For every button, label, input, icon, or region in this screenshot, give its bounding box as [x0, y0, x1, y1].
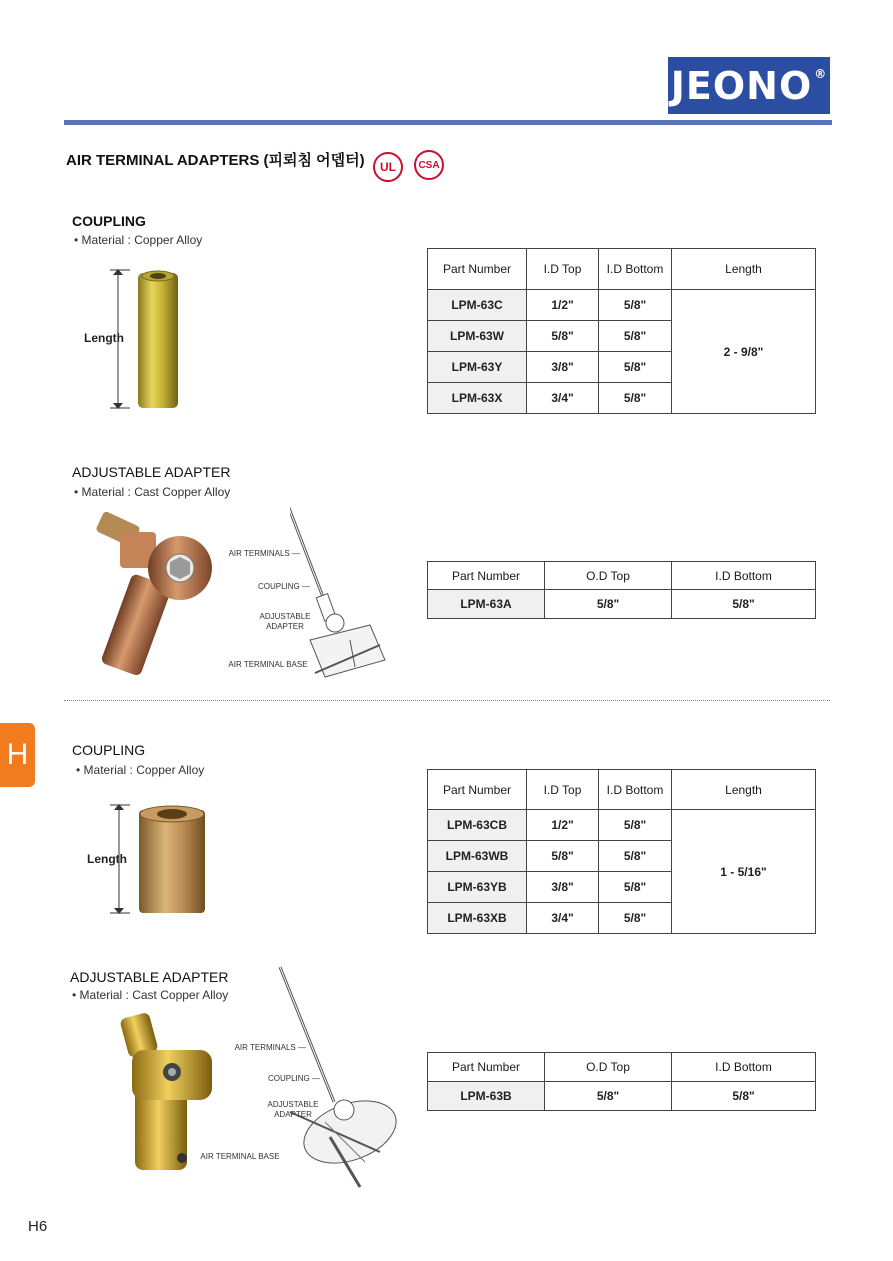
callout-adjustable-adapter-1	[218, 612, 322, 632]
part-number-cell: LPM-63C	[428, 290, 527, 321]
table-row	[428, 1082, 816, 1111]
section-title-coupling-2: COUPLING	[72, 742, 146, 758]
col-header: I.D Top	[527, 249, 599, 290]
id-top-cell: 1/2"	[527, 810, 599, 841]
callout-text: AIR TERMINALS	[234, 1043, 296, 1052]
part-number-cell: LPM-63X	[428, 383, 527, 414]
callout-air-terminal-base-1	[212, 660, 308, 670]
id-bottom-cell: 5/8"	[599, 321, 672, 352]
id-bottom-cell: 5/8"	[599, 841, 672, 872]
id-top-cell: 3/4"	[527, 903, 599, 934]
callout-coupling-1: COUPLING —	[257, 582, 310, 591]
id-bottom-cell: 5/8"	[599, 352, 672, 383]
callout-text: AIR TERMINALS	[228, 549, 290, 558]
part-number-cell: LPM-63A	[428, 590, 545, 619]
id-top-cell: 3/4"	[527, 383, 599, 414]
callout-adjustable-adapter-2	[230, 1100, 328, 1120]
length-cell: 2 - 9/8"	[672, 290, 816, 414]
callout-text: ADJUSTABLE ADAPTER	[259, 612, 311, 631]
page-title: AIR TERMINAL ADAPTERS (피뢰침 어뎁터)	[66, 152, 365, 169]
callout-air-terminal-base-2	[180, 1152, 280, 1162]
length-cell: 1 - 5/16"	[672, 810, 816, 934]
registered-mark: ®	[814, 67, 828, 81]
material-coupling-1: • Material : Copper Alloy	[74, 233, 203, 247]
callout-coupling-2: COUPLING —	[267, 1074, 320, 1083]
part-number-cell: LPM-63WB	[428, 841, 527, 872]
csa-cert-label: CSA	[418, 159, 440, 171]
callout-text: ADJUSTABLE ADAPTER	[267, 1100, 319, 1119]
callout-text: AIR TERMINAL BASE	[228, 660, 308, 669]
id-bottom-cell: 5/8"	[599, 810, 672, 841]
brand-logo-text: JEONO	[670, 63, 813, 108]
ul-cert-label: UL	[380, 160, 396, 174]
col-header: Part Number	[428, 1053, 545, 1082]
id-bottom-cell: 5/8"	[599, 290, 672, 321]
col-header: Part Number	[428, 562, 545, 590]
spec-table-adapter-1	[427, 561, 816, 619]
col-header: O.D Top	[545, 562, 672, 590]
id-bottom-cell: 5/8"	[599, 872, 672, 903]
callout-air-terminals-1: AIR TERMINALS —	[228, 549, 300, 558]
id-top-cell: 5/8"	[527, 321, 599, 352]
csa-cert-icon	[414, 150, 444, 180]
col-header: Part Number	[428, 770, 527, 810]
col-header: I.D Bottom	[599, 770, 672, 810]
spec-table-coupling-1	[427, 248, 816, 414]
id-top-cell: 3/8"	[527, 872, 599, 903]
brand-logo	[668, 57, 830, 114]
table-row	[428, 810, 816, 841]
table-row	[428, 590, 816, 619]
section-title-adapter-2: ADJUSTABLE ADAPTER	[70, 969, 229, 985]
dimension-label-length-1: Length	[84, 331, 124, 345]
spec-table-coupling-2	[427, 769, 816, 934]
part-number-cell: LPM-63W	[428, 321, 527, 352]
part-number-cell: LPM-63CB	[428, 810, 527, 841]
id-bottom-cell: 5/8"	[599, 383, 672, 414]
col-header: Length	[672, 249, 816, 290]
id-top-cell: 5/8"	[527, 841, 599, 872]
part-number-cell: LPM-63B	[428, 1082, 545, 1111]
callout-text: COUPLING	[267, 1074, 310, 1083]
callout-text: COUPLING	[257, 582, 300, 591]
dimension-label-length-2: Length	[87, 852, 127, 866]
id-top-cell: 1/2"	[527, 290, 599, 321]
ul-cert-icon	[373, 152, 403, 182]
part-number-cell: LPM-63YB	[428, 872, 527, 903]
od-top-cell: 5/8"	[545, 1082, 672, 1111]
part-number-cell: LPM-63Y	[428, 352, 527, 383]
spec-table-adapter-2	[427, 1052, 816, 1111]
adapter-1-illustration	[90, 510, 220, 680]
table-row	[428, 290, 816, 321]
section-title-coupling-1: COUPLING	[72, 213, 146, 229]
section-title-adapter-1: ADJUSTABLE ADAPTER	[72, 464, 231, 480]
col-header: Length	[672, 770, 816, 810]
adapter-2-illustration	[110, 1010, 220, 1175]
part-number-cell: LPM-63XB	[428, 903, 527, 934]
page-number: H6	[28, 1218, 48, 1235]
chapter-tab: H	[0, 723, 35, 787]
col-header: O.D Top	[545, 1053, 672, 1082]
section-divider	[64, 700, 830, 701]
col-header: I.D Bottom	[599, 249, 672, 290]
id-bottom-cell: 5/8"	[672, 1082, 816, 1111]
id-top-cell: 3/8"	[527, 352, 599, 383]
id-bottom-cell: 5/8"	[672, 590, 816, 619]
id-bottom-cell: 5/8"	[599, 903, 672, 934]
od-top-cell: 5/8"	[545, 590, 672, 619]
col-header: I.D Bottom	[672, 562, 816, 590]
header-rule	[64, 120, 832, 125]
col-header: I.D Top	[527, 770, 599, 810]
material-adapter-1: • Material : Cast Copper Alloy	[74, 485, 231, 499]
col-header: Part Number	[428, 249, 527, 290]
material-adapter-2: • Material : Cast Copper Alloy	[72, 988, 229, 1002]
callout-text: AIR TERMINAL BASE	[200, 1152, 280, 1161]
col-header: I.D Bottom	[672, 1053, 816, 1082]
material-coupling-2: • Material : Copper Alloy	[76, 763, 205, 777]
callout-air-terminals-2: AIR TERMINALS —	[234, 1043, 306, 1052]
